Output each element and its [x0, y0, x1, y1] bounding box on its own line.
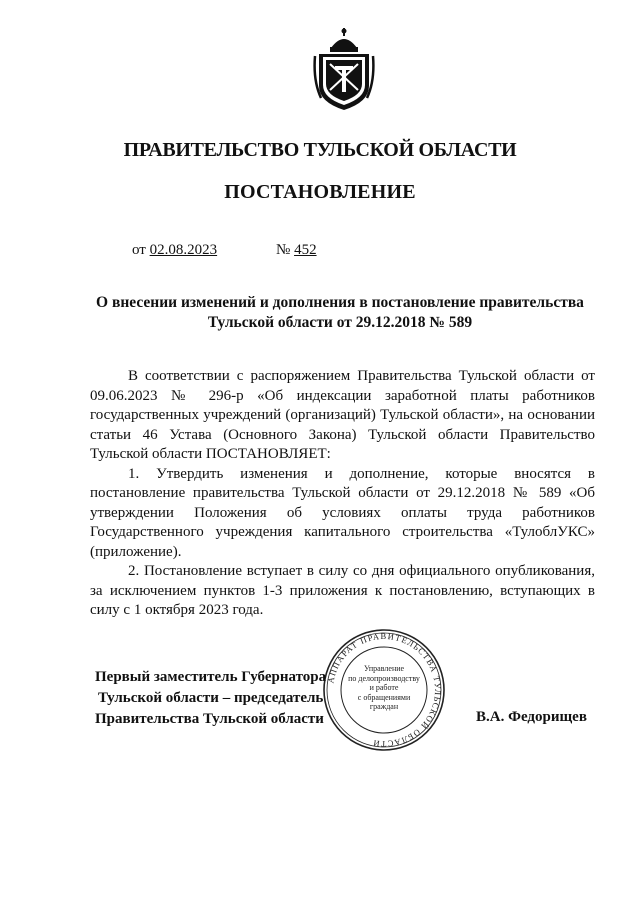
stamp-line-4: с обращениями	[357, 692, 411, 702]
stamp-inner-text	[346, 664, 422, 712]
document-body	[90, 367, 595, 621]
signature-title-line-2: Тульской области – председатель	[98, 690, 324, 706]
stamp-line-2: по делопроизводству	[348, 673, 420, 683]
signature-title-line-1: Первый заместитель Губернатора	[95, 669, 327, 685]
signature-title	[95, 667, 326, 730]
stamp-line-1: Управление	[363, 664, 405, 673]
paragraph-item-1: 1. Утвердить изменения и дополнение, которые вносятся в постановление правительства Тульской области от 29.12.2018 № 589 «Об утверждении Положения об условиях оплаты труда работников Государственного учреждения капитального строительства «ТулоблУКС» (приложение).	[90, 465, 595, 560]
paragraph-item-2: 2. Постановление вступает в силу со дня официального опубликования, за исключением пунктов 1-3 приложения к постановлению, вступающих в силу с 1 октября 2023 года.	[90, 563, 595, 618]
document-date	[132, 242, 217, 259]
coat-of-arms-icon	[313, 26, 375, 112]
document-subject	[90, 293, 590, 333]
stamp-line-3: и работе	[369, 683, 399, 692]
date-prefix: от	[132, 242, 146, 258]
number-value: 452	[294, 242, 317, 258]
document-number	[276, 242, 317, 259]
subject-line-1: О внесении изменений и дополнения в постановление правительства	[96, 294, 584, 311]
signer-name: В.А. Федорищев	[476, 709, 587, 725]
signature-title-line-3: Правительства Тульской области	[95, 711, 324, 727]
stamp-line-5: граждан	[369, 702, 399, 711]
document-type-title: ПОСТАНОВЛЕНИЕ	[224, 181, 416, 203]
subject-line-2: Тульской области от 29.12.2018 № 589	[207, 314, 473, 331]
date-value: 02.08.2023	[149, 242, 218, 258]
number-prefix: №	[276, 242, 291, 258]
paragraph-preamble: В соответствии с распоряжением Правительства Тульской области от 09.06.2023 № 296-р «Об индексации заработной платы работников государственных учреждений (организаций) Тульской области», на основании статьи 46 Устава (Основного Закона) Тульской области Правительство Тульской области ПОСТАНОВЛЯЕТ:	[90, 368, 595, 462]
stamp-ring-text: АППАРАТ ПРАВИТЕЛЬСТВА ТУЛЬСКОЙ ОБЛАСТИ	[325, 630, 444, 750]
government-title: ПРАВИТЕЛЬСТВО ТУЛЬСКОЙ ОБЛАСТИ	[123, 139, 517, 161]
